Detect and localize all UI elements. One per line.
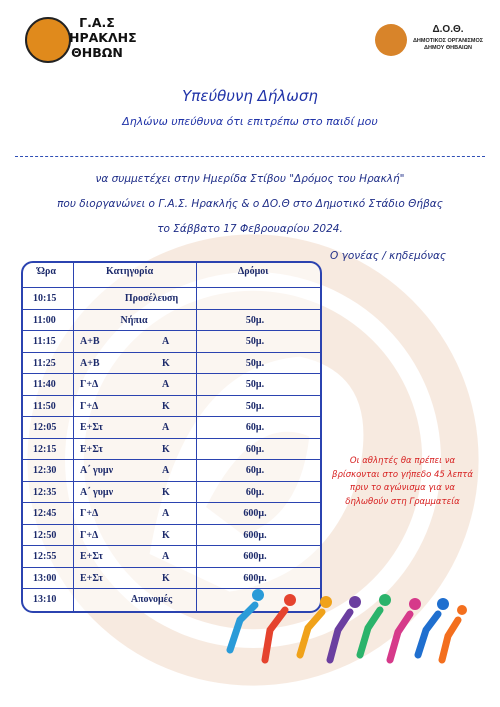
lion-icon bbox=[25, 17, 71, 63]
row-category: Ε+Στ bbox=[80, 551, 104, 562]
swirl-icon bbox=[375, 24, 407, 56]
row-distance: 50μ. bbox=[245, 400, 265, 412]
row-gender: Α bbox=[162, 379, 170, 390]
row-distance: 50μ. bbox=[245, 357, 265, 369]
row-gender: Α bbox=[162, 422, 170, 433]
body-line-1: να συμμετέχει στην Ημερίδα Στίβου "Δρόμος του Ηρακλή" bbox=[95, 173, 405, 185]
row-distance: 60μ. bbox=[245, 465, 265, 476]
row-span-label: Απονομές bbox=[130, 594, 173, 605]
row-distance: 600μ. bbox=[243, 529, 267, 541]
row-time: 11:25 bbox=[33, 357, 56, 369]
divider bbox=[15, 156, 485, 157]
row-distance: 600μ. bbox=[243, 572, 267, 584]
header-category: Κατηγορία bbox=[106, 266, 154, 277]
row-distance: 600μ. bbox=[243, 508, 267, 519]
row-distance: 60μ. bbox=[245, 422, 265, 433]
page-title: Υπεύθυνη Δήλωση bbox=[182, 87, 318, 105]
row-separator bbox=[23, 438, 320, 439]
row-time: 11:15 bbox=[33, 336, 56, 347]
row-time: 12:35 bbox=[33, 486, 57, 498]
row-time: 12:50 bbox=[33, 529, 57, 541]
row-separator bbox=[23, 373, 320, 374]
logo-line-1: Γ.Α.Σ bbox=[79, 15, 115, 30]
row-category: Α+Β bbox=[80, 336, 100, 347]
row-time: 10:15 bbox=[33, 293, 57, 304]
row-time: 13:10 bbox=[33, 594, 57, 605]
row-category: Γ+Δ bbox=[80, 379, 99, 390]
org-name-line-2: ΔΗΜΟΥ ΘΗΒΑΙΩΝ bbox=[424, 45, 472, 51]
row-span-label: Προσέλευση bbox=[124, 293, 179, 304]
row-time: 12:05 bbox=[33, 422, 57, 433]
club-logo bbox=[25, 15, 137, 69]
row-distance: 60μ. bbox=[245, 443, 265, 455]
row-gender: Α bbox=[162, 551, 170, 562]
runners-illustration bbox=[210, 550, 470, 670]
row-separator bbox=[23, 545, 320, 546]
row-separator bbox=[23, 395, 320, 396]
row-gender: Α bbox=[162, 336, 170, 347]
row-separator bbox=[23, 416, 320, 417]
logo-line-3: ΘΗΒΩΝ bbox=[71, 45, 123, 60]
row-time: 12:55 bbox=[33, 551, 57, 562]
row-gender: Κ bbox=[162, 529, 170, 541]
row-gender: Κ bbox=[162, 486, 170, 498]
row-gender: Κ bbox=[162, 357, 170, 369]
body-line-3: το Σάββατο 17 Φεβρουαρίου 2024. bbox=[157, 223, 343, 235]
org-name-line-1: ΔΗΜΟΤΙΚΟΣ ΟΡΓΑΝΙΣΜΟΣ bbox=[412, 38, 484, 44]
parent-signature-label: Ο γονέας / κηδεμόνας bbox=[330, 250, 447, 262]
row-time: 12:45 bbox=[33, 508, 57, 519]
row-gender: Κ bbox=[162, 443, 170, 455]
row-distance: 50μ. bbox=[245, 379, 265, 390]
row-category: Α+Β bbox=[80, 357, 100, 369]
body-line-2: που διοργανώνει ο Γ.Α.Σ. Ηρακλής & ο ΔΟ.Θ στο Δημοτικό Στάδιο Θήβας bbox=[57, 198, 443, 210]
row-separator bbox=[23, 481, 320, 482]
row-time: 12:15 bbox=[33, 443, 57, 455]
row-time: 11:50 bbox=[33, 400, 56, 412]
row-category: Νήπια bbox=[120, 314, 148, 326]
declaration-text: Δηλώνω υπεύθυνα ότι επιτρέπω στο παιδί μου bbox=[122, 115, 378, 128]
row-category: Γ+Δ bbox=[80, 400, 99, 412]
row-category: Α΄ γυμν bbox=[80, 486, 114, 498]
row-gender: Κ bbox=[162, 400, 170, 412]
row-category: Ε+Στ bbox=[80, 443, 104, 455]
municipal-logo bbox=[375, 22, 485, 72]
row-distance: 600μ. bbox=[243, 551, 267, 562]
row-separator bbox=[23, 459, 320, 460]
row-gender: Κ bbox=[162, 572, 170, 584]
row-category: Ε+Στ bbox=[80, 572, 104, 584]
row-time: 12:30 bbox=[33, 465, 57, 476]
row-time: 11:40 bbox=[33, 379, 56, 390]
row-separator bbox=[23, 502, 320, 503]
row-time: 11:00 bbox=[33, 314, 56, 326]
row-time: 13:00 bbox=[33, 572, 57, 584]
row-category: Γ+Δ bbox=[80, 529, 99, 541]
row-category: Γ+Δ bbox=[80, 508, 99, 519]
header-distance: Δρόμοι bbox=[238, 266, 269, 277]
logo-line-2: ΗΡΑΚΛΗΣ bbox=[69, 30, 137, 45]
row-separator bbox=[23, 287, 320, 288]
row-gender: Α bbox=[162, 508, 170, 519]
row-separator bbox=[23, 309, 320, 310]
org-abbrev: Δ.Ο.Θ. bbox=[432, 24, 464, 35]
row-distance: 60μ. bbox=[245, 486, 265, 498]
row-category: Α΄ γυμν bbox=[80, 465, 114, 476]
athletes-note: Οι αθλητές θα πρέπει να βρίσκονται στο γήπεδο 45 λεπτά πριν το αγώνισμα για να δηλωθούν στη Γραμματεία bbox=[332, 456, 473, 507]
row-separator bbox=[23, 330, 320, 331]
row-separator bbox=[23, 352, 320, 353]
header-time: Ώρα bbox=[37, 266, 56, 277]
row-separator bbox=[23, 524, 320, 525]
row-distance: 50μ. bbox=[245, 314, 265, 326]
row-distance: 50μ. bbox=[245, 336, 265, 347]
row-gender: Α bbox=[162, 465, 170, 476]
row-category: Ε+Στ bbox=[80, 422, 104, 433]
